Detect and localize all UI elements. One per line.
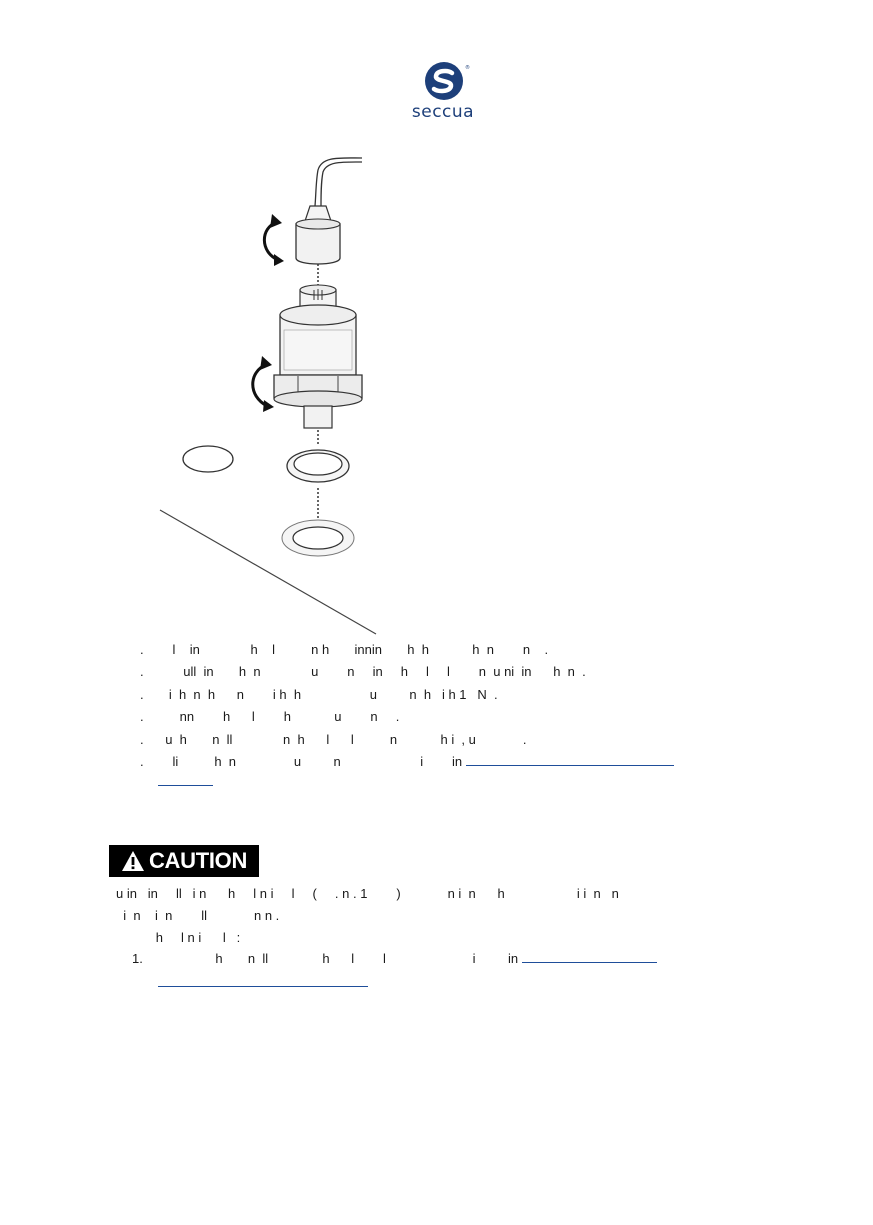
installation-steps (140, 640, 780, 774)
step-text: nn h l h u n . (158, 709, 400, 725)
caution-line: i n i n ll n n . (116, 908, 280, 923)
step-number: . (140, 664, 144, 680)
step-number: . (140, 686, 144, 702)
step-item (140, 685, 780, 707)
list-text-with-link (154, 949, 657, 969)
step-number: . (140, 731, 144, 747)
step-number: . (140, 753, 144, 769)
caution-line: u in in ll i n h l n i l ( . n . 1 ) n i n h i i n n (116, 886, 619, 901)
cross-reference-link[interactable] (466, 753, 674, 766)
warning-triangle-icon (121, 850, 145, 872)
caution-badge (109, 845, 259, 877)
step-text: ull in h n u n in h l l n u ni in h n . (158, 664, 586, 680)
logo-mark-icon (396, 62, 490, 104)
seccua-logo (396, 62, 490, 126)
step-number: . (140, 642, 144, 657)
step-text: u h n ll n h l l n h i , u . (158, 731, 527, 747)
sensor-installation-illustration (150, 150, 390, 640)
step-text: i h n h n i h h u n h i h 1 N . (158, 686, 498, 702)
step-text: l in h l n h innin h h h n n . (158, 642, 549, 657)
cross-reference-link[interactable] (522, 950, 657, 963)
cross-reference-link-continuation[interactable] (158, 773, 213, 786)
cross-reference-link-continuation[interactable] (158, 985, 368, 987)
step-item (140, 662, 780, 684)
caution-line: h l n i l : (116, 930, 241, 945)
list-number: 1. (132, 951, 143, 966)
step-item (140, 730, 780, 752)
step-number: . (140, 709, 144, 725)
caution-text (116, 884, 796, 950)
svg-text:®: ® (465, 65, 470, 71)
step-text-with-link (158, 752, 674, 772)
caution-list-item (132, 949, 772, 1009)
step-item (140, 640, 780, 662)
step-text: li h n u n i in (158, 753, 466, 769)
step-item (140, 752, 780, 774)
list-text: h n ll h l l i in (154, 951, 522, 966)
pressure-sensor-diagram (150, 150, 390, 640)
logo-wordmark: seccua (411, 102, 475, 122)
step-item (140, 707, 780, 729)
caution-label: CAUTION (148, 848, 248, 873)
